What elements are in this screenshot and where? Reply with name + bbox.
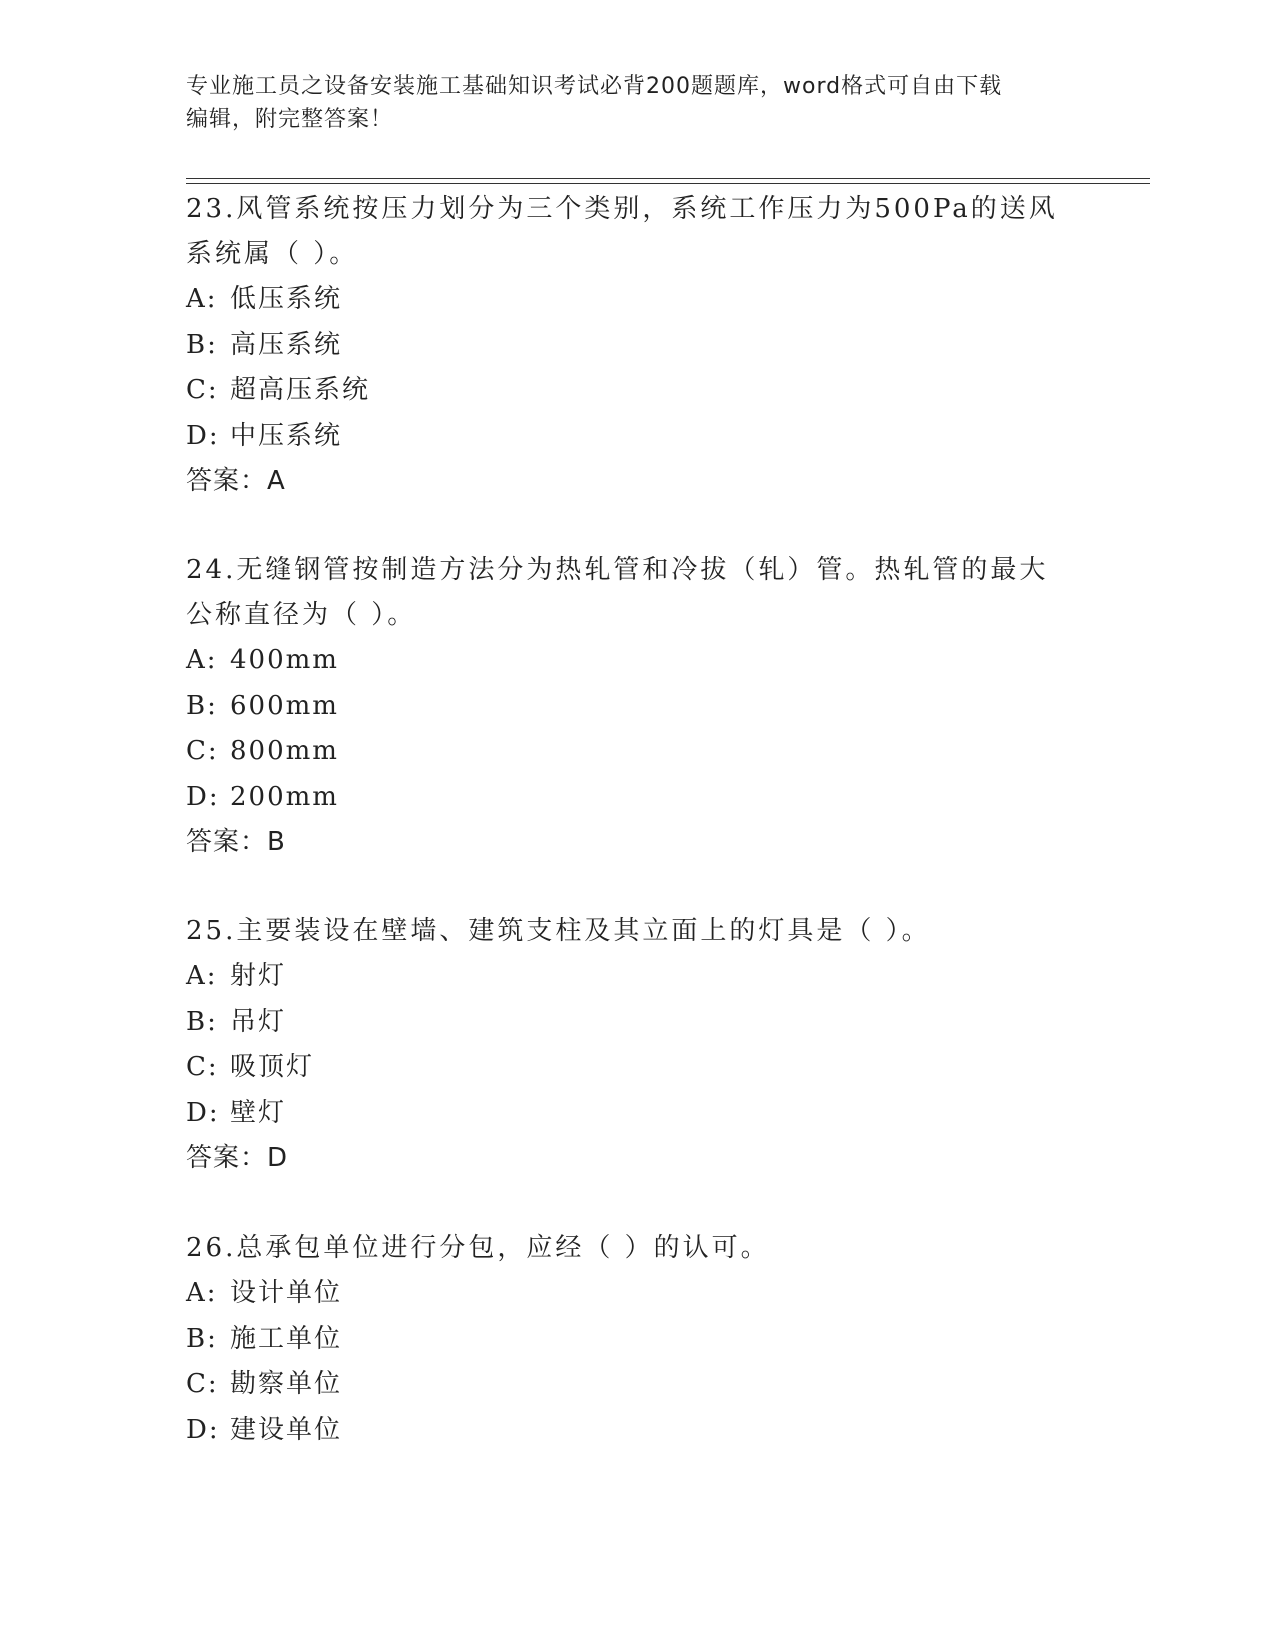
question-text: 24.无缝钢管按制造方法分为热轧管和冷拔（轧）管。热轧管的最大公称直径为（ ）。 xyxy=(186,555,1049,630)
question-block xyxy=(186,1226,1086,1453)
option-b xyxy=(186,1000,1086,1046)
option-text: 施工单位 xyxy=(230,1323,343,1354)
option-text: 吸顶灯 xyxy=(230,1052,315,1082)
option-text: 200mm xyxy=(230,781,339,812)
option-text: 壁灯 xyxy=(230,1097,287,1128)
option-text: 吊灯 xyxy=(230,1006,287,1037)
option-c xyxy=(186,1045,1086,1091)
answer-line: 答案：A xyxy=(186,466,286,496)
question-block xyxy=(186,909,1086,1181)
option-letter: A: xyxy=(186,1278,218,1308)
option-c xyxy=(186,368,1086,414)
option-letter: D: xyxy=(186,1414,220,1445)
question-block xyxy=(186,548,1086,865)
option-letter: A: xyxy=(186,961,218,991)
option-text: 超高压系统 xyxy=(230,375,371,405)
answer-line: 答案：B xyxy=(186,827,286,857)
option-a xyxy=(186,277,1086,323)
option-letter: A: xyxy=(186,284,218,314)
option-text: 400mm xyxy=(230,645,339,675)
option-letter: B: xyxy=(186,1006,218,1037)
option-d xyxy=(186,775,1086,821)
header-line-1: 专业施工员之设备安装施工基础知识考试必背200题题库，word格式可自由下载 xyxy=(186,74,1003,99)
option-text: 中压系统 xyxy=(230,420,343,451)
option-letter: C: xyxy=(186,375,219,405)
option-letter: B: xyxy=(186,690,218,721)
document-header xyxy=(186,70,1066,136)
option-d xyxy=(186,1408,1086,1454)
question-text: 23.风管系统按压力划分为三个类别，系统工作压力为500Pa的送风系统属（ ）。 xyxy=(186,194,1058,269)
option-text: 勘察单位 xyxy=(230,1369,343,1399)
option-letter: B: xyxy=(186,1323,218,1354)
question-text: 26.总承包单位进行分包，应经（ ）的认可。 xyxy=(186,1233,770,1263)
option-text: 低压系统 xyxy=(230,284,343,314)
header-line-2: 编辑，附完整答案！ xyxy=(186,107,394,132)
option-a xyxy=(186,1271,1086,1317)
option-letter: C: xyxy=(186,1369,219,1399)
option-letter: C: xyxy=(186,736,219,766)
option-text: 设计单位 xyxy=(230,1278,343,1308)
option-letter: C: xyxy=(186,1052,219,1082)
question-text: 25.主要装设在壁墙、建筑支柱及其立面上的灯具是（ ）。 xyxy=(186,916,931,946)
option-c xyxy=(186,729,1086,775)
option-letter: B: xyxy=(186,329,218,360)
option-a xyxy=(186,638,1086,684)
option-d xyxy=(186,414,1086,460)
option-letter: A: xyxy=(186,645,218,675)
header-divider-top xyxy=(186,178,1150,179)
option-a xyxy=(186,954,1086,1000)
option-text: 800mm xyxy=(230,736,339,766)
option-c xyxy=(186,1362,1086,1408)
option-b xyxy=(186,1317,1086,1363)
answer-line: 答案：D xyxy=(186,1143,289,1173)
option-text: 600mm xyxy=(230,690,339,721)
question-block xyxy=(186,187,1086,504)
option-letter: D: xyxy=(186,420,220,451)
header-divider-bottom xyxy=(186,183,1150,184)
option-text: 射灯 xyxy=(230,961,287,991)
option-text: 高压系统 xyxy=(230,329,343,360)
option-b xyxy=(186,684,1086,730)
option-d xyxy=(186,1091,1086,1137)
option-text: 建设单位 xyxy=(230,1414,343,1445)
option-b xyxy=(186,323,1086,369)
option-letter: D: xyxy=(186,781,220,812)
option-letter: D: xyxy=(186,1097,220,1128)
